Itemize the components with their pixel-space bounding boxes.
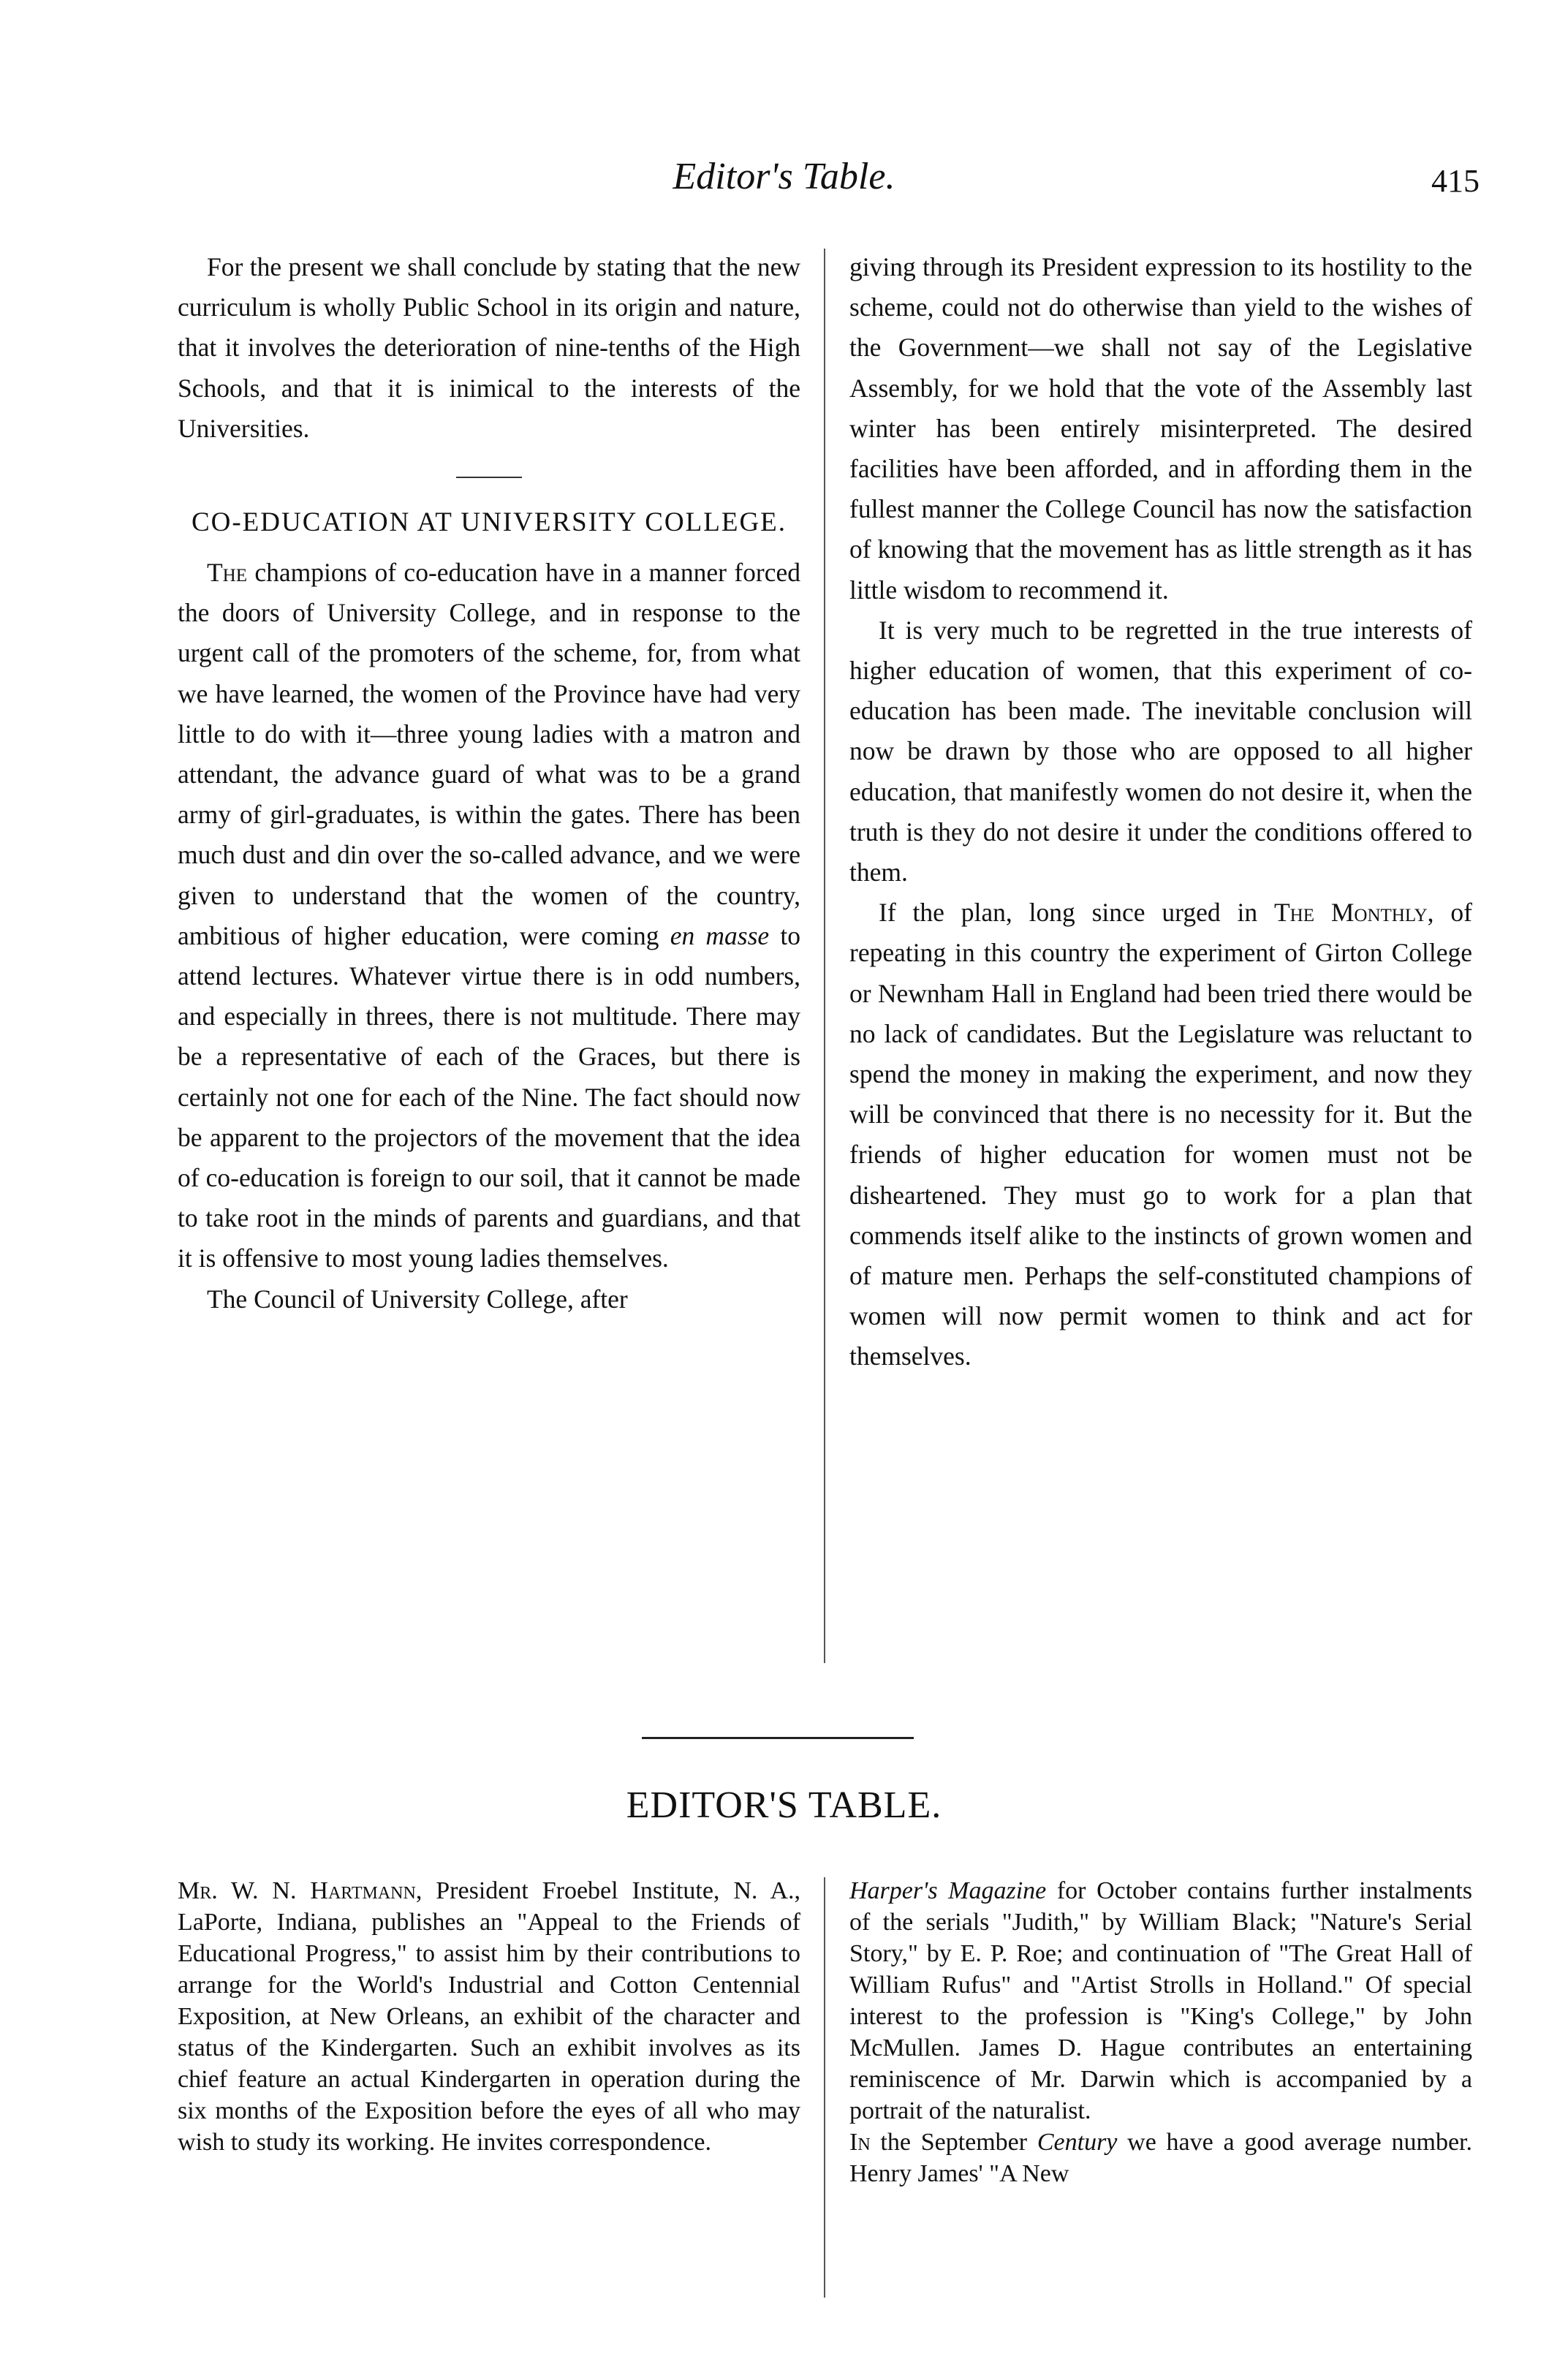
editors-table-title: EDITOR'S TABLE. xyxy=(626,1784,942,1826)
council-paragraph-start: The Council of University College, after xyxy=(207,1284,628,1314)
section-rule xyxy=(642,1737,914,1739)
column-divider xyxy=(824,249,825,1663)
harpers-paragraph xyxy=(849,1875,1472,2127)
upper-left-column xyxy=(178,247,800,1319)
century-text-a: the September xyxy=(870,2129,1037,2156)
century-magazine-title: Century xyxy=(1037,2129,1118,2156)
plan-text-b: , of repeating in this country the experiment of Girton College or Newnham Hall in England had been tried there would be no lack of candidates. But the Legislature was reluctant to spend the money in making the experiment, and now they will be convinced that there is no necessity for it. But the friends of higher education for women must not be disheartened. They must go to work for a plan that commends itself alike to the instincts of grown women and of mature men. Perhaps the self-constituted champions of women will now permit women to think and act for themselves. xyxy=(849,898,1472,1371)
section-heading: CO-EDUCATION AT UNIVERSITY COLLEGE. xyxy=(191,507,787,538)
plan-text-a: If the plan, long since urged in xyxy=(879,898,1274,928)
coed-body: champions of co-education have in a manner forced the doors of University College, and in response to the urgent call of the promoters of the scheme, for, from what we have learned, the women of the Province have had very little to do with it—three young ladies with a matron and attendant, the advance guard of what was to be a grand army of girl-graduates, is within the gates. There has been much dust and din over the so-called advance, and we were given to understand that the women of the country, ambitious of higher education, were coming xyxy=(178,558,800,950)
hartmann-body: , President Froebel Institute, N. A., LaPorte, Indiana, publishes an "Appeal to the Friends of Educational Progress," to assist him by their contributions to arrange for the World's Industrial and Cotton Centennial Exposition, at New Orleans, an exhibit of the character and status of the Kindergarten. Such an exhibit involves as its chief feature an actual Kindergarten in operation during the six months of the Exposition before the eyes of all who may wish to study its working. He invites correspondence. xyxy=(178,1877,800,2156)
the-monthly-name: The Monthly xyxy=(1273,898,1428,928)
century-text-b: we have a good average number. Henry James' "A New xyxy=(849,2129,1473,2187)
coeducation-paragraph xyxy=(178,553,800,1279)
upper-right-column xyxy=(849,247,1472,1377)
lower-column-divider xyxy=(824,1877,825,2298)
council-paragraph-continued: giving through its President expression to its hostility to the scheme, could not do otherwise than yield to the wishes of the Government—we shall not say of the Legislative Assembly, for we hold that the vote of the Assembly last winter has been entirely misinterpreted. The desired facilities have been afforded, and in affording them in the fullest manner the College Council has now the satisfaction of knowing that the movement has as little strength as it has little wisdom to recommend it. xyxy=(849,252,1472,605)
running-head: Editor's Table. xyxy=(673,156,895,197)
plan-paragraph xyxy=(849,893,1472,1377)
page-number: 415 xyxy=(1431,163,1480,199)
century-first-word: In xyxy=(849,2129,871,2156)
harpers-body: for October contains further instalments of the serials "Judith," by William Black; "Nature's Serial Story," by E. P. Roe; and continuation of "The Great Hall of William Rufus" and "Artist Strolls in Holland." Of special interest to the profession is "King's College," by John McMullen. James D. Hague contributes an entertaining reminiscence of Mr. Darwin which is accompanied by a portrait of the naturalist. xyxy=(849,1877,1472,2124)
curriculum-conclusion-paragraph: For the present we shall conclude by stating that the new curriculum is wholly Public School in its origin and nature, that it involves the deterioration of nine-tenths of the High Schools, and that it is inimical to the interests of the Universities. xyxy=(178,252,800,443)
lower-right-column xyxy=(849,1875,1472,2189)
regret-paragraph: It is very much to be regretted in the true interests of higher education of women, that this experiment of co-education has been made. The inevitable conclusion will now be drawn by those who are opposed to all higher education, that manifestly women do not desire it, when the truth is they do not desire it under the conditions offered to them. xyxy=(849,615,1472,887)
century-paragraph xyxy=(849,2127,1472,2189)
harpers-magazine-title: Harper's Magazine xyxy=(849,1877,1047,1904)
coed-italic-phrase: en masse xyxy=(670,920,770,950)
coed-body-continued: to attend lectures. Whatever virtue there is in odd numbers, and especially in threes, there is not multitude. There may be a representative of each of the Graces, but there is certainly not one for each of the Nine. The fact should now be apparent to the projectors of the movement that the idea of co-education is foreign to our soil, that it cannot be made to take root in the minds of parents and guardians, and that it is offensive to most young ladies themselves. xyxy=(178,920,800,1273)
hartmann-paragraph xyxy=(178,1875,800,2158)
coed-first-word: The xyxy=(207,558,248,588)
lower-left-column xyxy=(178,1875,800,2158)
short-divider xyxy=(456,477,522,478)
hartmann-name: Mr. W. N. Hartmann xyxy=(178,1877,416,1904)
